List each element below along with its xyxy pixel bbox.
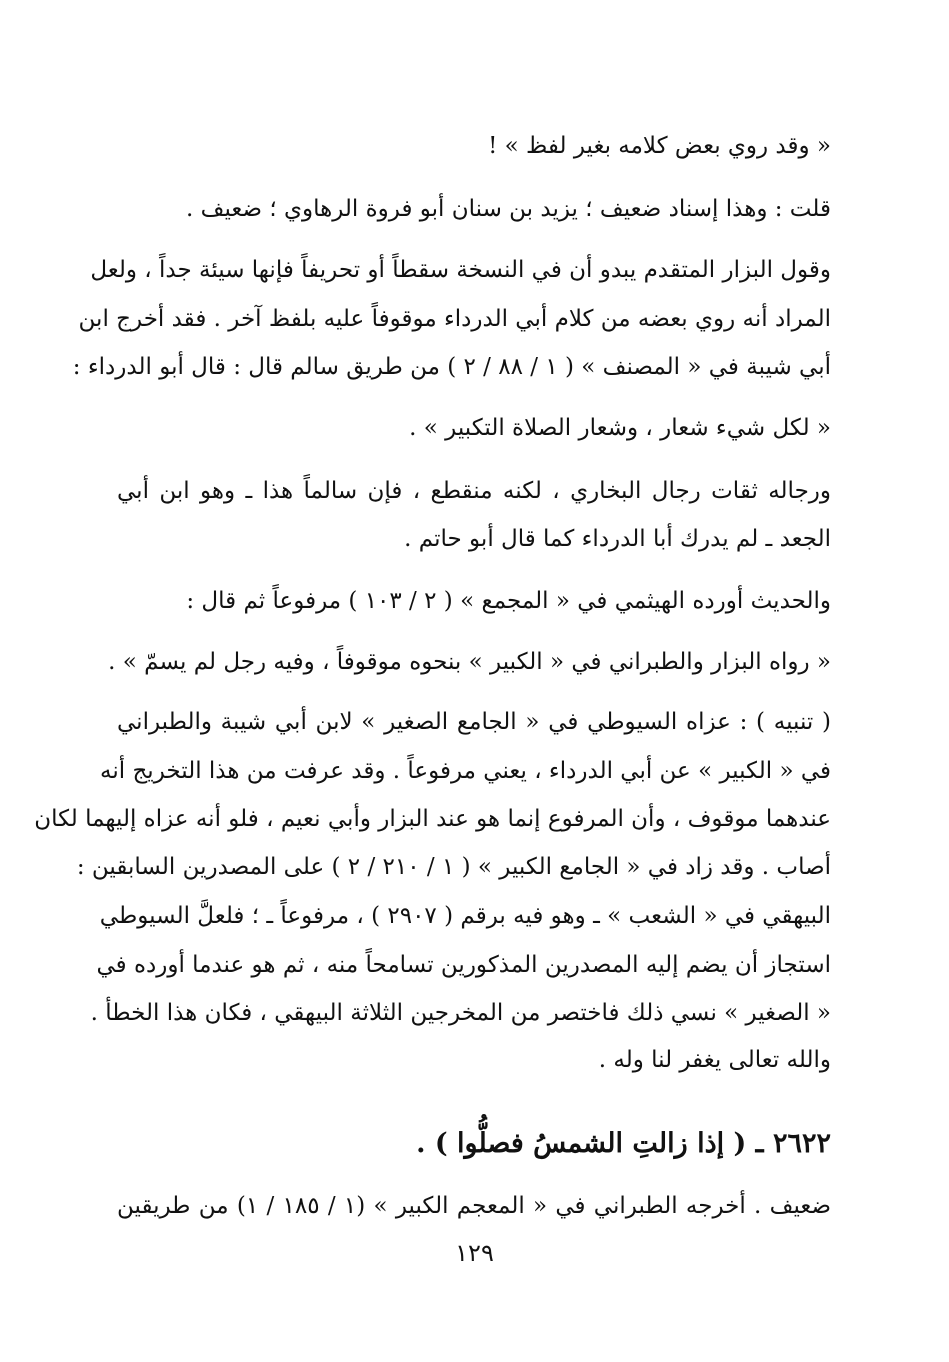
text-line: أبي شيبة في « المصنف » ( ١ / ٨٨ / ٢ ) من طريق سالم قال : قال أبو الدرداء : — [72, 354, 831, 380]
text-line: ورجاله ثقات رجال البخاري ، لكنه منقطع ، فإن سالماً هذا ـ وهو ابن أبي — [117, 478, 831, 504]
text-line: استجاز أن يضم إليه المصدرين المذكورين تسامحاً منه ، ثم هو عندما أورده في — [96, 952, 831, 978]
text-line: ضعيف . أخرجه الطبراني في « المعجم الكبير » (١ / ١٨٥ / ١) من طريقين — [117, 1193, 832, 1219]
text-line: عندهما موقوف ، وأن المرفوع إنما هو عند البزار وأبي نعيم ، فلو أنه عزاه إليهما لكان — [34, 806, 831, 832]
text-line: والحديث أورده الهيثمي في « المجمع » ( ٢ / ١٠٣ ) مرفوعاً ثم قال : — [186, 588, 831, 614]
text-line: في « الكبير » عن أبي الدرداء ، يعني مرفوعاً . وقد عرفت من هذا التخريج أنه — [100, 758, 831, 784]
page-number: ١٢٩ — [455, 1239, 494, 1267]
text-line: البيهقي في « الشعب » ـ وهو فيه برقم ( ٢٩٠٧ ) ، مرفوعاً ـ ؛ فلعلَّ السيوطي — [99, 903, 831, 929]
text-line: وقول البزار المتقدم يبدو أن في النسخة سقطاً أو تحريفاً فإنها سيئة جداً ، ولعل — [90, 257, 831, 283]
text-line: أصاب . وقد زاد في « الجامع الكبير » ( ١ / ٢١٠ / ٢ ) على المصدرين السابقين : — [76, 854, 831, 880]
text-line: « الصغير » نسي ذلك فاختصر من المخرجين الثلاثة البيهقي ، فكان هذا الخطأ . — [90, 1000, 831, 1026]
text-line: قلت : وهذا إسناد ضعيف ؛ يزيد بن سنان أبو فروة الرهاوي ؛ ضعيف . — [186, 196, 831, 222]
quote-line: « لكل شيء شعار ، وشعار الصلاة التكبير » . — [409, 415, 831, 441]
quote-line: « رواه البزار والطبراني في « الكبير » بنحوه موقوفاً ، وفيه رجل لم يسمّ » . — [108, 649, 831, 675]
text-line: والله تعالى يغفر لنا وله . — [598, 1047, 831, 1073]
hadith-heading: ٢٦٢٢ ـ ( إذا زالتِ الشمسُ فصلُّوا ) . — [416, 1128, 831, 1159]
text-line: ( تنبيه ) : عزاه السيوطي في « الجامع الصغير » لابن أبي شيبة والطبراني — [117, 709, 831, 735]
text-line: الجعد ـ لم يدرك أبا الدرداء كما قال أبو حاتم . — [404, 526, 831, 552]
text-line: المراد أنه روي بعضه من كلام أبي الدرداء موقوفاً عليه بلفظ آخر . فقد أخرج ابن — [78, 306, 831, 332]
quote-line: « وقد روي بعض كلامه بغير لفظ » ! — [488, 133, 831, 159]
